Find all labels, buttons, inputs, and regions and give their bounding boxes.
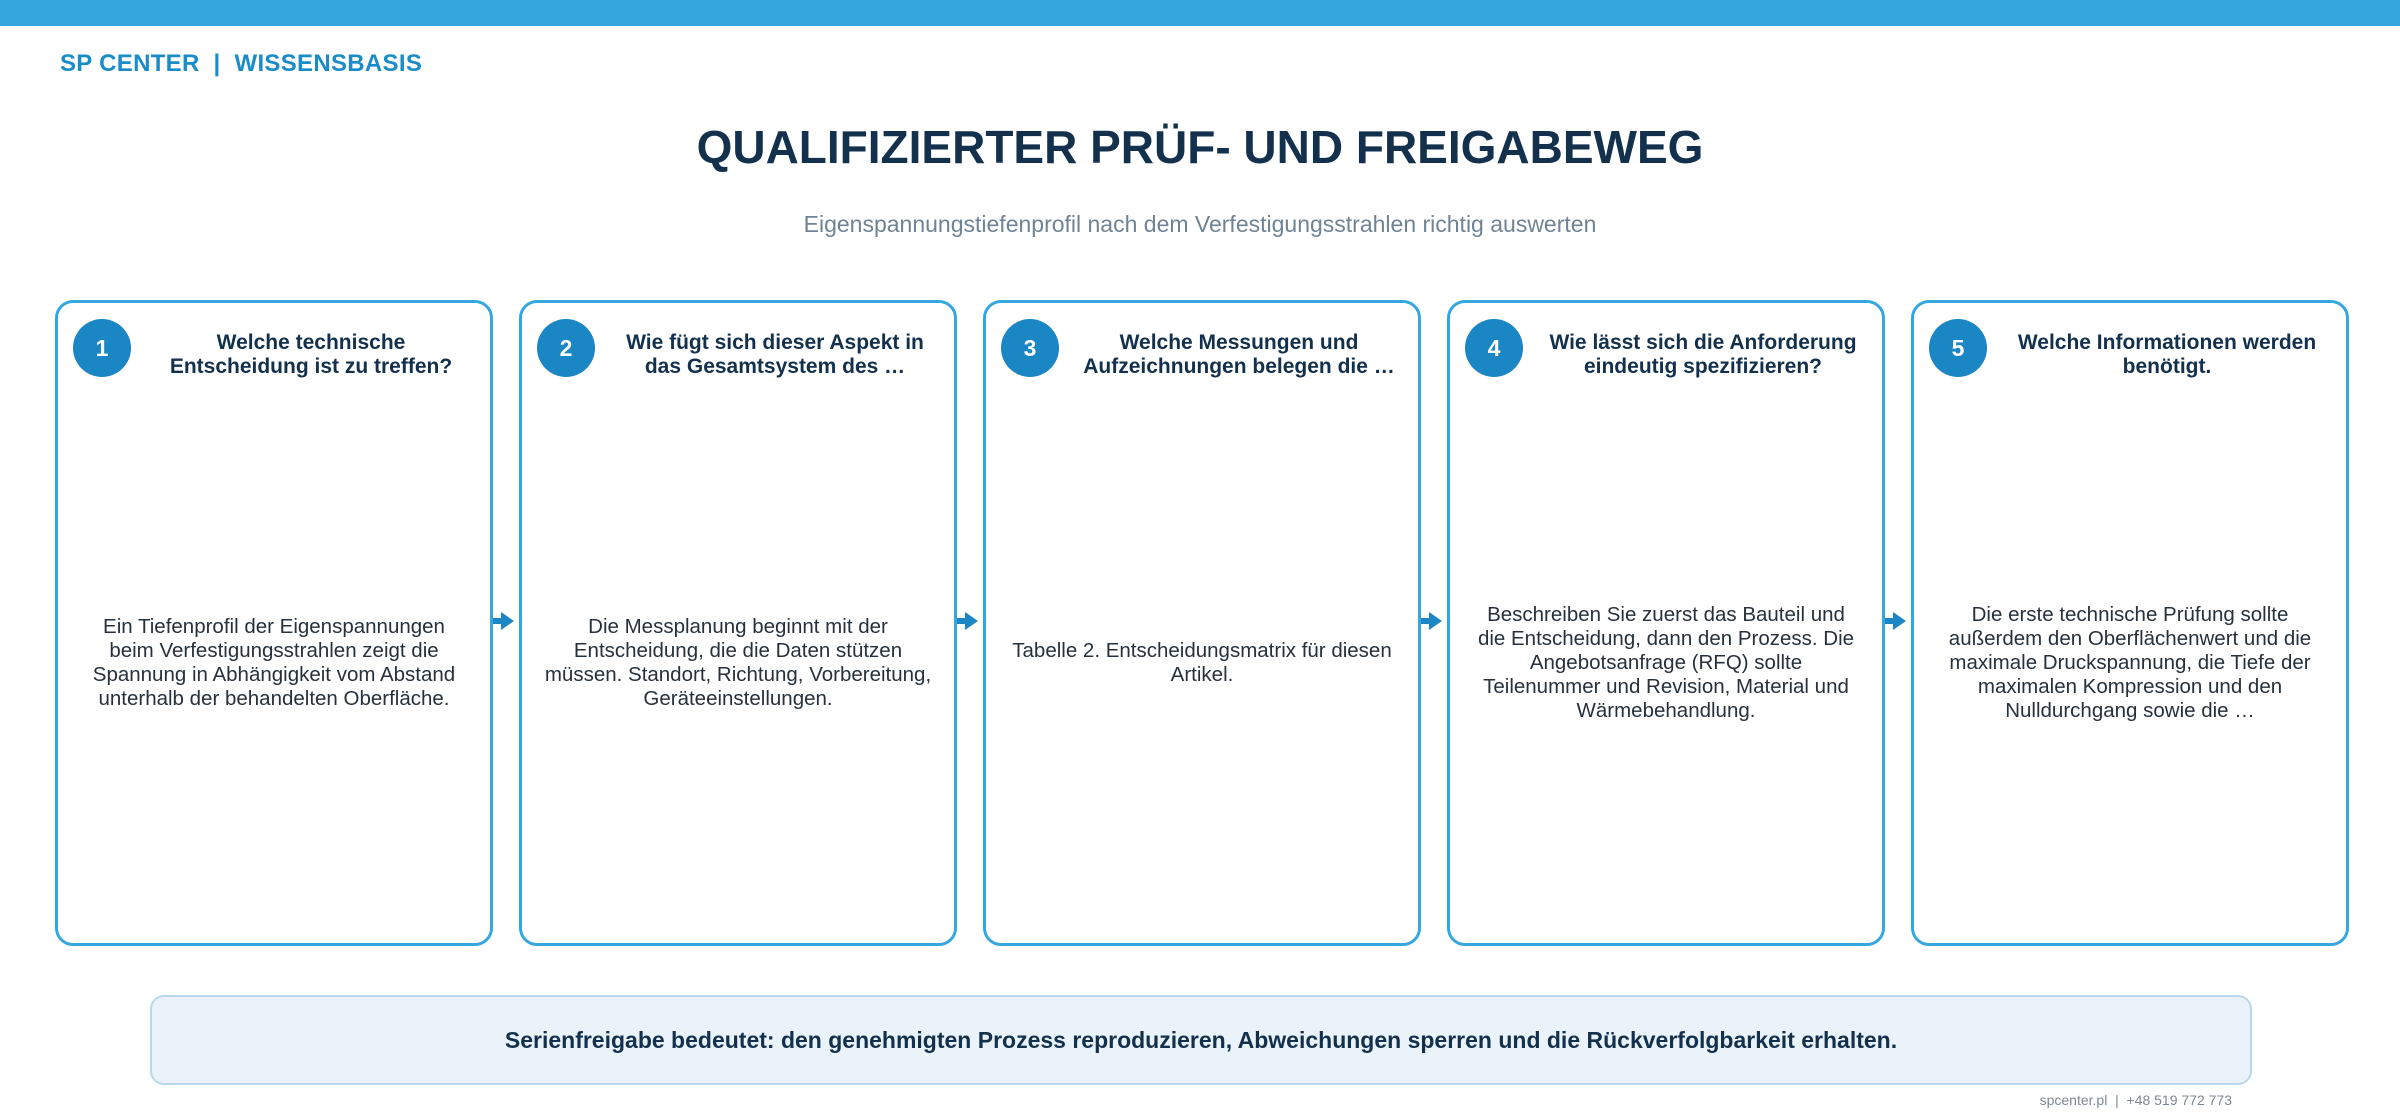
step-title: Welche technische Entscheidung ist zu treffen? [169,331,453,378]
arrow-right-icon [957,610,979,632]
arrow-right-icon [1885,610,1907,632]
step-body: Tabelle 2. Entscheidungsmatrix für diesen Artikel. [1012,639,1392,686]
step-body: Beschreiben Sie zuerst das Bauteil und die Entscheidung, dann den Prozess. Die Angebotsanfrage (RFQ) sollte Teilenummer und Revision, Material und Wärmebehandlung. [1477,603,1855,722]
step-title: Welche Informationen werden benötigt. [2017,331,2317,378]
arrow-right-icon [493,610,515,632]
brand-header: SP CENTER | WISSENSBASIS [60,50,423,77]
step-number-badge: 5 [1929,319,1987,377]
page-title: QUALIFIZIERTER PRÜF- UND FREIGABEWEG [696,121,1704,173]
page-subtitle: Eigenspannungstiefenprofil nach dem Verfestigungsstrahlen richtig auswerten [803,211,1597,237]
top-accent-bar [0,0,2400,26]
footer-statement: Serienfreigabe bedeutet: den genehmigten Prozess reproduzieren, Abweichungen sperren und die Rückverfolgbarkeit erhalten. [150,995,2252,1085]
step-title: Welche Messungen und Aufzeichnungen belegen die … [1083,331,1395,378]
contact-info: spcenter.pl | +48 519 772 773 [2039,1092,2232,1108]
step-body: Die Messplanung beginnt mit der Entscheidung, die die Daten stützen müssen. Standort, Richtung, Vorbereitung, Geräteeinstellungen. [544,615,932,710]
step-number-badge: 4 [1465,319,1523,377]
process-steps [55,300,2345,946]
step-card-1 [55,300,493,946]
step-number-badge: 3 [1001,319,1059,377]
step-number-badge: 2 [537,319,595,377]
step-card-5 [1911,300,2349,946]
arrow-right-icon [1421,610,1443,632]
step-body: Ein Tiefenprofil der Eigenspannungen beim Verfestigungsstrahlen zeigt die Spannung in Abhängigkeit vom Abstand unterhalb der behandelten Oberfläche. [92,615,456,710]
step-card-4 [1447,300,1885,946]
step-title: Wie fügt sich dieser Aspekt in das Gesamtsystem des … [626,331,924,378]
step-title: Wie lässt sich die Anforderung eindeutig spezifizieren? [1549,331,1857,378]
step-body: Die erste technische Prüfung sollte außerdem den Oberflächenwert und die maximale Druckspannung, die Tiefe der maximalen Kompression und den Nulldurchgang sowie die … [1948,603,2312,722]
step-card-2 [519,300,957,946]
step-number-badge: 1 [73,319,131,377]
step-card-3 [983,300,1421,946]
